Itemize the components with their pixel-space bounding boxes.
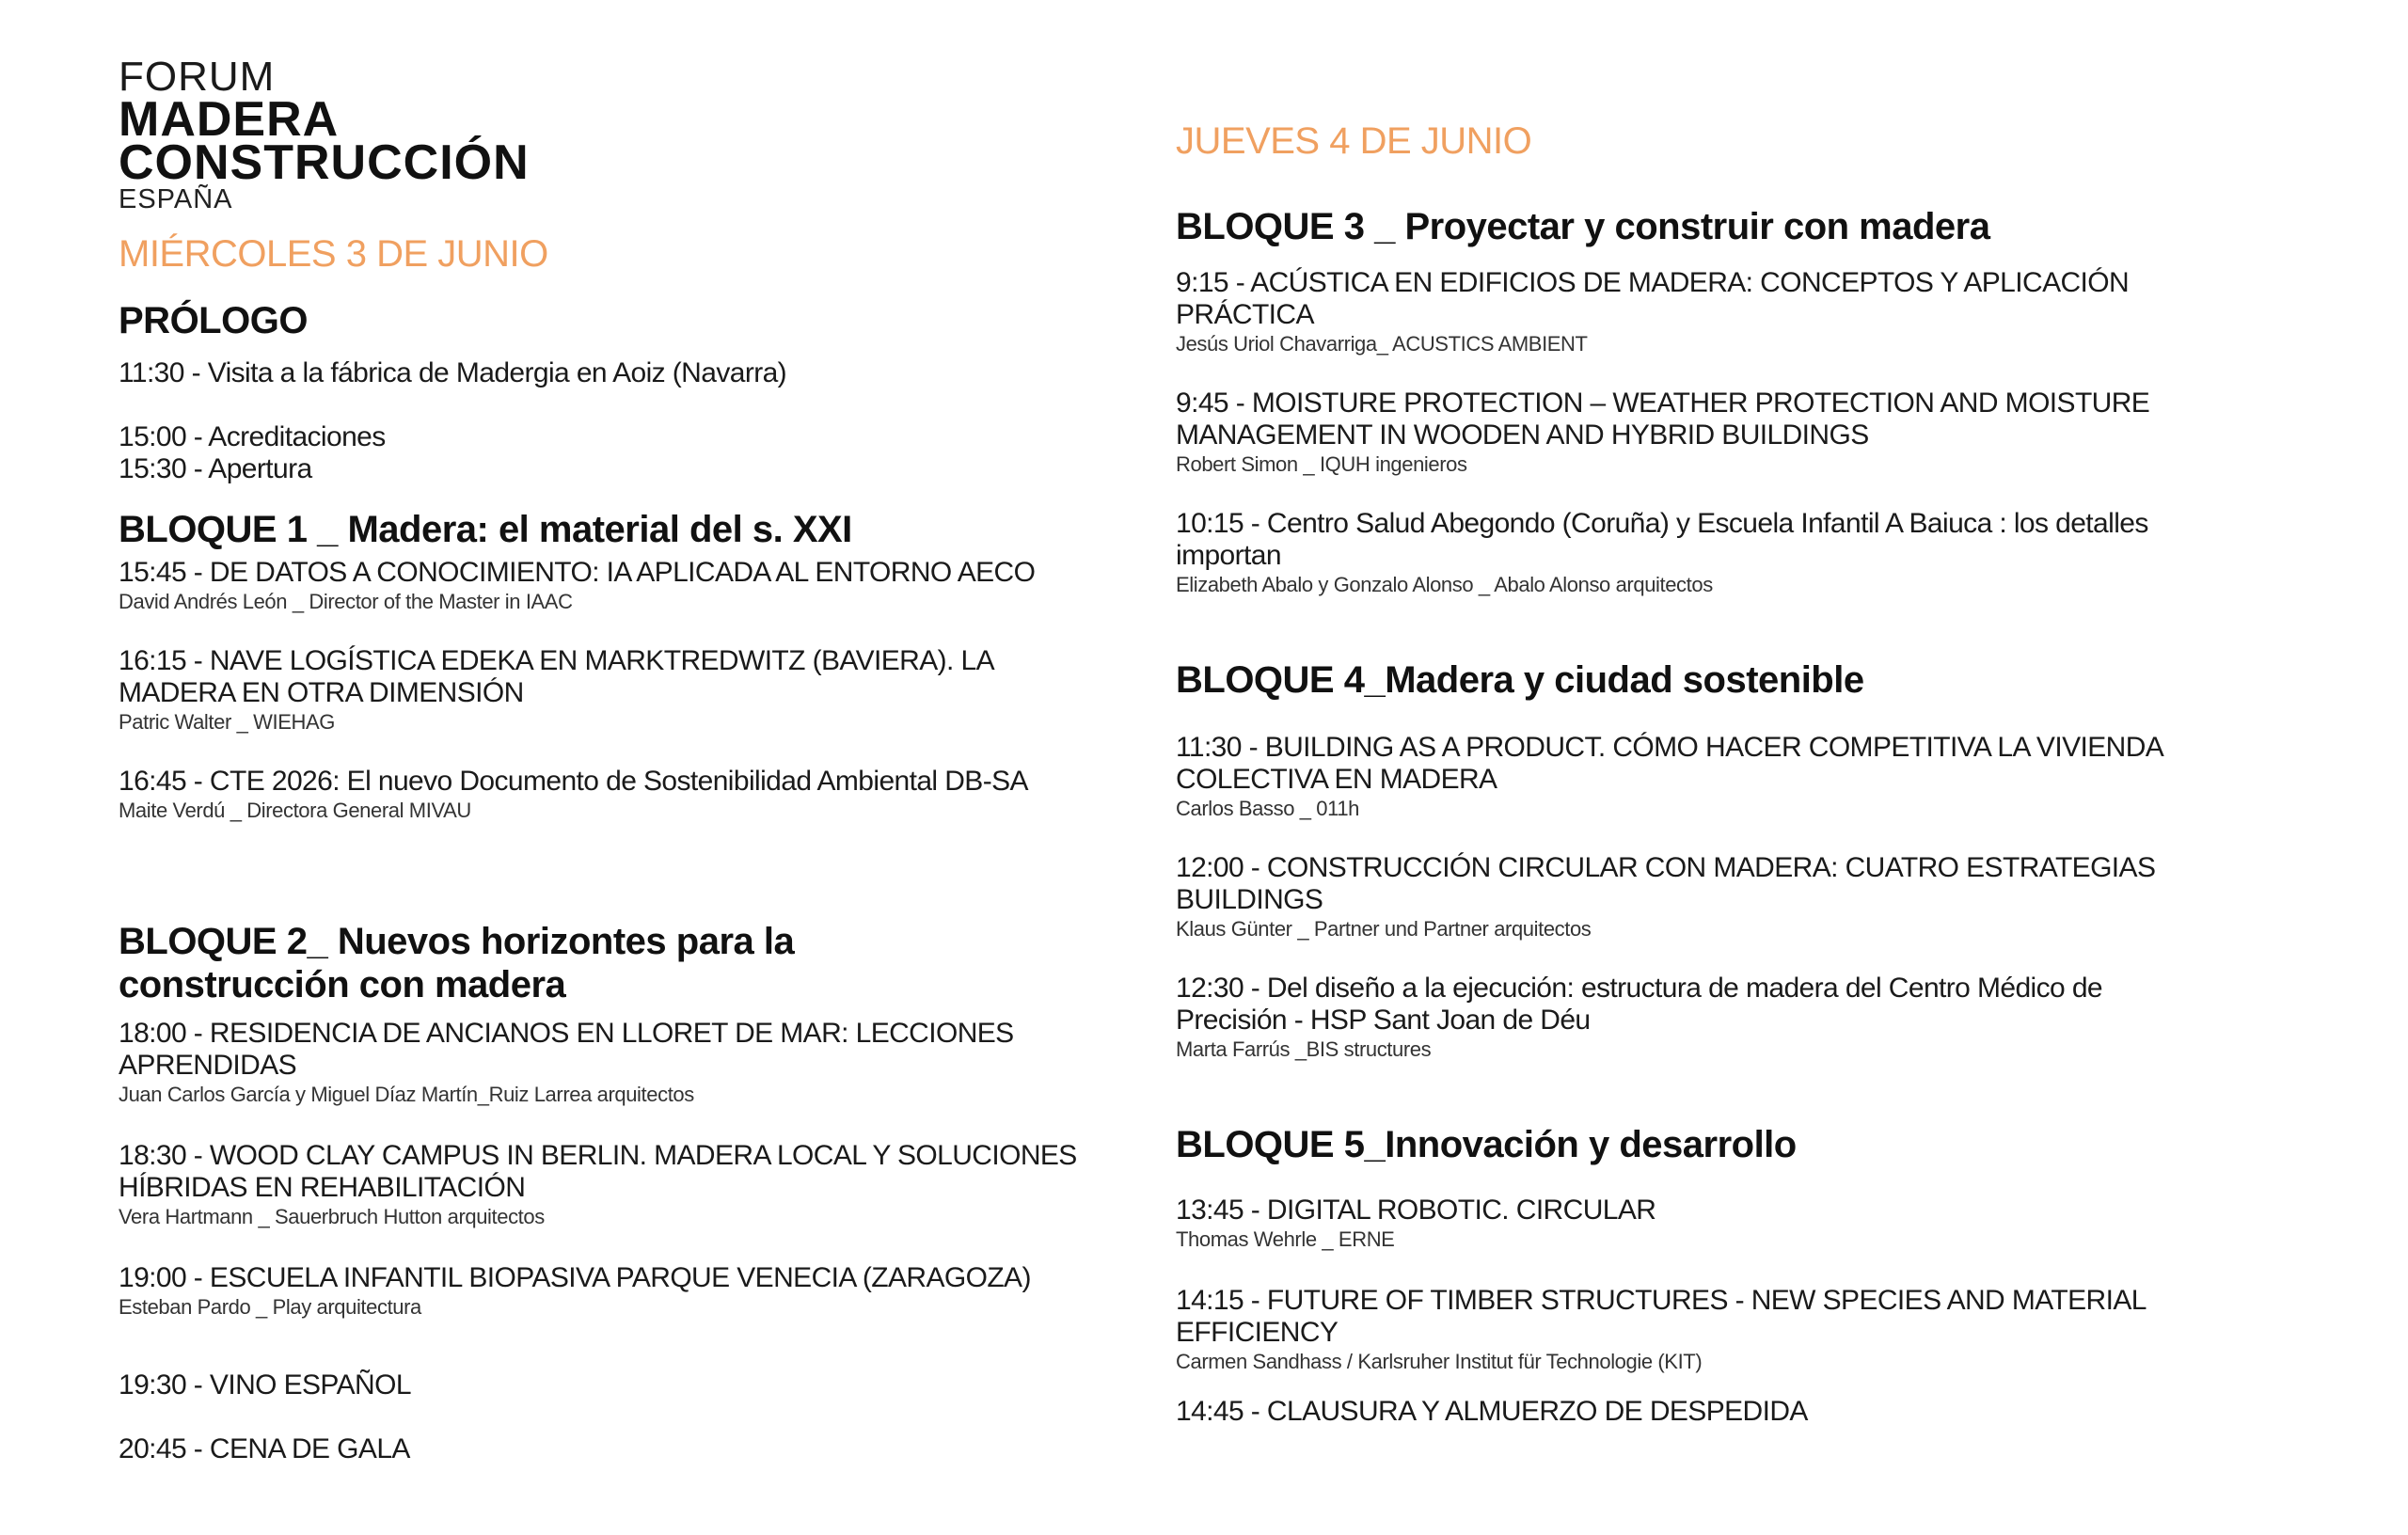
talk-item <box>119 1018 1078 1108</box>
talk-item <box>1176 852 2201 942</box>
bloque3-heading: BLOQUE 3 _ Proyectar y construir con madera <box>1176 206 1990 247</box>
bloque2-heading: BLOQUE 2_ Nuevos horizontes para la construcción con madera <box>119 921 795 1005</box>
talk-title: 9:45 - MOISTURE PROTECTION – WEATHER PROTECTION AND MOISTURE MANAGEMENT IN WOODEN AND HYBRID BUILDINGS <box>1176 388 2150 451</box>
talk-item <box>119 766 1078 824</box>
talk-item <box>1176 388 2201 478</box>
talk-title: 16:15 - NAVE LOGÍSTICA EDEKA EN MARKTREDWITZ (BAVIERA). LA MADERA EN OTRA DIMENSIÓN <box>119 645 993 708</box>
schedule-item-title: 20:45 - CENA DE GALA <box>119 1433 410 1464</box>
talk-speaker: Esteban Pardo _ Play arquitectura <box>119 1295 421 1319</box>
logo-line-forum: FORUM <box>119 54 276 100</box>
schedule-item <box>119 1369 1078 1401</box>
prologue-item <box>119 357 1078 389</box>
day-heading-wednesday: MIÉRCOLES 3 DE JUNIO <box>119 233 548 275</box>
schedule-item-title: 19:30 - VINO ESPAÑOL <box>119 1369 411 1400</box>
talk-title: 18:30 - WOOD CLAY CAMPUS IN BERLIN. MADERA LOCAL Y SOLUCIONES HÍBRIDAS EN REHABILITACIÓN <box>119 1140 1077 1203</box>
talk-speaker: Maite Verdú _ Directora General MIVAU <box>119 799 471 822</box>
talk-item <box>1176 1285 2201 1375</box>
talk-speaker: Patric Walter _ WIEHAG <box>119 710 335 734</box>
talk-title: 18:00 - RESIDENCIA DE ANCIANOS EN LLORET DE MAR: LECCIONES APRENDIDAS <box>119 1018 1014 1081</box>
talk-speaker: Vera Hartmann _ Sauerbruch Hutton arquitectos <box>119 1205 545 1228</box>
day-heading-thursday: JUEVES 4 DE JUNIO <box>1176 120 1532 162</box>
talk-title: 12:30 - Del diseño a la ejecución: estructura de madera del Centro Médico de Precisión - HSP Sant Joan de Déu <box>1176 973 2102 1036</box>
talk-speaker: Juan Carlos García y Miguel Díaz Martín_Ruiz Larrea arquitectos <box>119 1083 694 1106</box>
bloque1-heading: BLOQUE 1 _ Madera: el material del s. XXI <box>119 509 852 550</box>
talk-speaker: Robert Simon _ IQUH ingenieros <box>1176 452 1467 476</box>
bloque4-heading: BLOQUE 4_Madera y ciudad sostenible <box>1176 659 1864 701</box>
forum-logo <box>119 56 608 214</box>
talk-title: 14:15 - FUTURE OF TIMBER STRUCTURES - NEW SPECIES AND MATERIAL EFFICIENCY <box>1176 1285 2146 1348</box>
talk-item <box>1176 267 2201 357</box>
talk-item <box>1176 1195 2201 1253</box>
talk-title: 11:30 - BUILDING AS A PRODUCT. CÓMO HACER COMPETITIVA LA VIVIENDA COLECTIVA EN MADERA <box>1176 732 2162 795</box>
talk-item <box>119 645 1078 736</box>
talk-title: 13:45 - DIGITAL ROBOTIC. CIRCULAR <box>1176 1195 1656 1226</box>
talk-title: 15:45 - DE DATOS A CONOCIMIENTO: IA APLICADA AL ENTORNO AECO <box>119 557 1036 588</box>
talk-speaker: David Andrés León _ Director of the Master in IAAC <box>119 590 573 613</box>
prologue-item <box>119 421 1078 485</box>
talk-item <box>1176 732 2201 822</box>
bloque5-heading: BLOQUE 5_Innovación y desarrollo <box>1176 1124 1797 1165</box>
prologue-item-title: 15:00 - Acreditaciones <box>119 421 386 452</box>
talk-item <box>1176 508 2201 598</box>
prologue-item-title: 15:30 - Apertura <box>119 453 312 484</box>
talk-speaker: Carlos Basso _ 011h <box>1176 797 1359 820</box>
talk-item <box>119 557 1078 615</box>
talk-title: 10:15 - Centro Salud Abegondo (Coruña) y Escuela Infantil A Baiuca : los detalles importan <box>1176 508 2148 571</box>
talk-speaker: Thomas Wehrle _ ERNE <box>1176 1227 1395 1251</box>
talk-item <box>119 1262 1078 1321</box>
talk-title: 16:45 - CTE 2026: El nuevo Documento de Sostenibilidad Ambiental DB-SA <box>119 766 1028 797</box>
talk-speaker: Jesús Uriol Chavarriga_ ACUSTICS AMBIENT <box>1176 332 1588 356</box>
talk-title: 19:00 - ESCUELA INFANTIL BIOPASIVA PARQUE VENECIA (ZARAGOZA) <box>119 1262 1031 1293</box>
talk-title: 9:15 - ACÚSTICA EN EDIFICIOS DE MADERA: CONCEPTOS Y APLICACIÓN PRÁCTICA <box>1176 267 2130 330</box>
talk-item <box>1176 973 2201 1063</box>
talk-speaker: Klaus Günter _ Partner und Partner arquitectos <box>1176 917 1592 941</box>
logo-line-madera: MADERA <box>119 92 340 147</box>
logo-line-espana: ESPAÑA <box>119 184 233 214</box>
prologue-heading: PRÓLOGO <box>119 300 308 341</box>
talk-title: 12:00 - CONSTRUCCIÓN CIRCULAR CON MADERA: CUATRO ESTRATEGIAS BUILDINGS <box>1176 852 2156 915</box>
talk-item <box>119 1140 1078 1230</box>
prologue-item-title: 11:30 - Visita a la fábrica de Madergia en Aoiz (Navarra) <box>119 357 787 388</box>
schedule-item <box>1176 1396 2201 1428</box>
schedule-item <box>119 1433 1078 1465</box>
talk-speaker: Elizabeth Abalo y Gonzalo Alonso _ Abalo Alonso arquitectos <box>1176 573 1713 596</box>
logo-line-construccion: CONSTRUCCIÓN <box>119 135 530 190</box>
closing-item-title: 14:45 - CLAUSURA Y ALMUERZO DE DESPEDIDA <box>1176 1396 1808 1427</box>
talk-speaker: Marta Farrús _BIS structures <box>1176 1037 1432 1061</box>
talk-speaker: Carmen Sandhass / Karlsruher Institut für Technologie (KIT) <box>1176 1350 1703 1373</box>
